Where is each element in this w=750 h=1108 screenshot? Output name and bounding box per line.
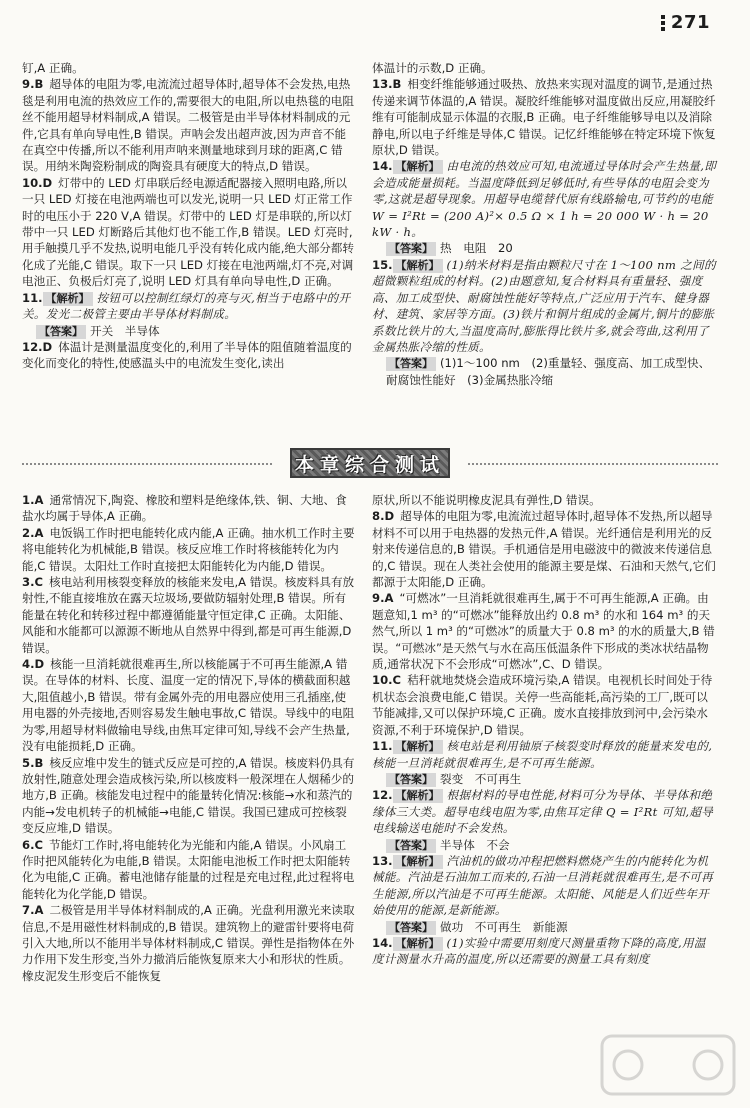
item-number: 1. (22, 493, 35, 507)
item-text: 体温计是测量温度变化的,利用了半导体的阻值随着温度的变化而变化的特性,使感温头中的电流发生变化,读出 (22, 339, 352, 371)
item-text: 秸秆就地焚烧会造成环境污染,A 错误。电视机长时间处于待机状态会浪费电能,C 错误。关停一些高能耗,高污染的工厂,既可以节能减排,又可以保护环境,C 正确。废水直接排放到河中,会污染水资源,不利于环境保护,D 错误。 (372, 673, 713, 737)
item-number: 9. (372, 591, 385, 606)
answer-letter: A (34, 493, 44, 507)
solution-item (372, 257, 717, 355)
continued-text (372, 492, 717, 508)
item-number: 6. (22, 837, 35, 852)
item-number: 4. (22, 657, 35, 672)
item-text: 核反应堆中发生的链式反应是可控的,A 错误。核废料仍具有放射性,随意处理会造成核污染,所以核废料一般深埋在人烟稀少的地方,B 正确。核能发电过程中的能量转化情况:核能→水和蒸汽的内能→发电机转子的机械能→电能,C 错误。我国已建成可控核裂变反应堆,D 错误。 (22, 755, 355, 836)
label-tag: 【答案】 (386, 839, 436, 853)
label-tag: 【答案】 (386, 242, 436, 256)
page-number-text: 271 (670, 12, 710, 33)
lower-right-column (372, 492, 717, 968)
solution-item (22, 290, 357, 323)
label-tag: 【答案】 (386, 921, 436, 935)
label-tag: 【解析】 (393, 789, 443, 803)
item-text: (1)1～100 nm (2)重量轻、强度高、加工成型快、耐腐蚀性能好 (3)金属热胀冷缩 (386, 356, 711, 387)
item-number: 2. (22, 525, 35, 540)
label-tag: 【解析】 (393, 855, 443, 869)
item-text: 热 电阻 20 (440, 241, 513, 256)
item-text: 超导体的电阻为零,电流流过超导体时,超导体不会发热,电热毯是利用电流的热效应工作的,需要很大的电阻,所以电热毯的电阻丝不能用超导材料制成,A 错误。二极管是由半导体材料制成的元件,它具有单向导电性,B 错误。声呐会发出超声波,因为声音不能在真空中传播,所以不能利用声呐来测量地球到月球的距离,C 错误。用纳米陶瓷粉制成的陶瓷具有硬度大的特点,D 错误。 (22, 77, 354, 174)
page-marker-icon (661, 13, 665, 33)
solution-item (22, 837, 357, 903)
solution-item (22, 492, 357, 525)
item-number: 14. (372, 159, 393, 174)
item-text: “可燃冰”一旦消耗就很难再生,属于不可再生能源,A 正确。由题意知,1 m³ 的“可燃冰”能释放出约 0.8 m³ 的水和 164 m³ 的天然气,所以 1 m³ 的“可燃冰”的质量大于 0.8 m³ 的水的质量大,B 错误。“可燃冰”是天然气与水在高压低温条件下形成的类冰状结晶物质,通常状况下不会形成“可燃冰”,C、D 错误。 (372, 591, 715, 672)
solution-item (372, 853, 717, 919)
label-tag: 【答案】 (36, 325, 86, 339)
item-text: 核电站是利用铀原子核裂变时释放的能量来发电的,核能一旦消耗就很难再生,是不可再生能源。 (372, 739, 713, 770)
item-number: 12. (22, 339, 43, 354)
item-number: 13. (372, 77, 393, 92)
item-text: 二极管是用半导体材料制成的,A 正确。光盘利用激光来读取信息,不是用磁性材料制成的,B 错误。建筑物上的避雷针要将电荷引入大地,所以不能用半导体材料制成,C 错误。弹性是指物体在外力作用下发生形变,当外力撤消后能恢复原来大小和形状的性质。橡皮泥发生形变后不能恢复 (22, 903, 355, 983)
answer-line (386, 355, 717, 388)
item-text: (1)实验中需要用刻度尺测量重物下降的高度,用温度计测量水升高的温度,所以还需要的测量工具有刻度 (372, 935, 706, 967)
upper-left-column (22, 60, 357, 372)
section-header (22, 446, 718, 482)
answer-letter: B (34, 77, 44, 92)
item-text: 做功 不可再生 新能源 (440, 919, 568, 934)
divider-right (468, 463, 718, 465)
solution-item (22, 339, 357, 372)
answer-line (386, 837, 717, 853)
item-text: 相变纤维能够通过吸热、放热来实现对温度的调节,是通过热传递来调节体温的,A 错误。凝胶纤维能够对温度做出反应,用凝胶纤维有可能制成显示体温的衣服,B 正确。电子纤维能够导电以及消除静电,所以电子纤维是导体,C 错误。记忆纤维能够在特定环境下恢复原状,D 错误。 (372, 77, 716, 158)
item-text: 原状,所以不能说明橡皮泥具有弹性,D 错误。 (372, 493, 601, 507)
label-tag: 【解析】 (43, 292, 93, 306)
divider-left (22, 463, 272, 465)
item-text: 裂变 不可再生 (440, 771, 522, 786)
answer-letter: D (42, 339, 53, 354)
item-text: 体温计的示数,D 正确。 (372, 61, 493, 75)
item-number: 14. (372, 935, 393, 950)
solution-item (22, 76, 357, 174)
label-tag: 【答案】 (386, 357, 436, 371)
upper-right-column (372, 60, 717, 388)
label-tag: 【解析】 (393, 160, 443, 174)
answer-letter: A (34, 903, 44, 918)
continued-text (372, 60, 717, 76)
item-text: 汽油机的做功冲程把燃料燃烧产生的内能转化为机械能。汽油是石油加工而来的,石油一旦消耗就很难再生,是不可再生能源,所以汽油是不可再生能源。太阳能、风能是人们近些年开始使用的能源,是新能源。 (372, 853, 713, 918)
watermark-logo (598, 1030, 738, 1100)
answer-letter: D (34, 657, 45, 672)
item-number: 11. (372, 739, 393, 754)
item-number: 11. (22, 290, 43, 305)
section-banner (290, 448, 450, 478)
item-number: 10. (22, 175, 43, 190)
answer-letter: A (34, 525, 44, 540)
item-number: 7. (22, 903, 35, 918)
label-tag: 【解析】 (393, 937, 443, 951)
solution-item (22, 574, 357, 656)
solution-item (372, 935, 717, 968)
item-text: 开关 半导体 (90, 323, 160, 338)
answer-letter: C (392, 673, 402, 688)
solution-item (22, 656, 357, 754)
item-text: 核能一旦消耗就很难再生,所以核能属于不可再生能源,A 错误。在导体的材料、长度、温度一定的情况下,导体的横截面积越大,阻值越小,B 错误。带有金属外壳的用电器应使用三孔插座,使用电器的外壳接地,否则容易发生触电事故,C 错误。导线中的电阻为零,用超导材料做输电导线,由焦耳定律可知,导线不会产生热量,没有电能损耗,D 正确。 (22, 657, 355, 754)
answer-letter: B (34, 755, 44, 770)
continued-text (22, 60, 357, 76)
item-number: 3. (22, 575, 35, 590)
item-text: 由电流的热效应可知,电流通过导体时会产生热量,即会造成能量损耗。当温度降低到足够低时,有些导体的电阻会变为零,这就是超导现象。用超导电缆替代原有线路输电,可节约的电能 W = I²Rt = (200 A)²× 0.5 Ω × 1 h = 20 000 W · h = 20 kW · h。 (372, 159, 717, 240)
page-number (661, 12, 710, 33)
item-number: 10. (372, 673, 393, 688)
answer-line (386, 771, 717, 787)
item-number: 13. (372, 853, 393, 868)
item-text: 电饭锅工作时把电能转化成内能,A 正确。抽水机工作时主要将电能转化为机械能,B 错误。核反应堆工作时将核能转化为内能,C 错误。太阳灶工作时直接把太阳能转化为内能,D 错误。 (22, 525, 355, 573)
answer-letter: D (42, 175, 53, 190)
item-text: 核电站利用核裂变释放的核能来发电,A 错误。核废料具有放射性,不能直接堆放在露天垃圾场,要做防辐射处理,B 错误。所有能量在转化和转移过程中都遵循能量守恒定律,C 正确。太阳能、风能和水能都可以源源不断地从自然界中得到,都是可再生能源,D 错误。 (22, 575, 355, 655)
answer-line (386, 240, 717, 256)
solution-item (372, 158, 717, 240)
answer-line (386, 919, 717, 935)
solution-item (22, 755, 357, 837)
item-number: 5. (22, 755, 35, 770)
label-tag: 【解析】 (393, 259, 443, 273)
item-number: 9. (22, 77, 35, 92)
solution-item (22, 175, 357, 290)
item-text: 按钮可以控制红绿灯的亮与灭,相当于电路中的开关。发光二极管主要由半导体材料制成。 (22, 290, 351, 322)
item-number: 12. (372, 788, 393, 803)
item-text: 半导体 不会 (440, 837, 510, 852)
item-number: 15. (372, 257, 393, 272)
answer-letter: B (392, 77, 402, 92)
answer-letter: A (384, 591, 394, 606)
section-title: 本章综合测试 (294, 453, 445, 476)
item-text: 根据材料的导电性能,材料可分为导体、半导体和绝缘体三大类。超导电线电阻为零,由焦耳定律 Q = I²Rt 可知,超导电线输送电能时不会发热。 (372, 788, 714, 836)
solution-item (372, 508, 717, 590)
label-tag: 【解析】 (393, 740, 443, 754)
solution-item (372, 787, 717, 836)
item-text: 节能灯工作时,将电能转化为光能和内能,A 错误。小风扇工作时把风能转化为电能,B 错误。太阳能电池板工作时把太阳能转化为电能,C 正确。蓄电池储存能量的过程是充电过程,此过程将电能转化为化学能,D 错误。 (22, 837, 355, 901)
solution-item (372, 672, 717, 738)
answer-letter: C (34, 575, 43, 590)
solution-item (372, 738, 717, 771)
item-text: 钉,A 正确。 (22, 61, 84, 75)
answer-letter: C (34, 837, 43, 852)
item-number: 8. (372, 509, 385, 524)
answer-letter: D (384, 509, 395, 524)
item-text: 灯带中的 LED 灯串联后经电源适配器接入照明电路,所以一只 LED 灯接在电池两端也可以发光,说明一只 LED 灯正常工作时的电压小于 220 V,A 错误。灯带中的 LED 灯是串联的,所以灯带中一只 LED 灯断路后其他灯也不能工作,B 错误。LED 灯亮时,用手触摸几乎不发热,说明电能几乎没有转化成内能,绝大部分都转化成了光能,C 错误。取下一只 LED 灯接在电池两端,灯不亮,对调电池正、负极后灯亮了,说明 LED 灯具有单向导电性,D 正确。 (22, 175, 354, 289)
solution-item (372, 590, 717, 672)
answer-line (36, 323, 357, 339)
solution-item (372, 76, 717, 158)
lower-left-column (22, 492, 357, 984)
label-tag: 【答案】 (386, 773, 436, 787)
item-text: (1)纳米材料是指由颗粒尺寸在 1～100 nm 之间的超微颗粒组成的材料。(2)由题意知,复合材料具有重量轻、强度高、加工成型快、耐腐蚀性能好等特点,广泛应用于汽车、健身器材、建筑、家居等方面。(3)铁片和铜片组成的金属片,铜片的膨胀系数比铁片的大,当温度高时,膨胀得比铁片多,就会弯曲,这利用了金属热胀冷缩的性质。 (372, 257, 716, 354)
item-text: 超导体的电阻为零,电流流过超导体时,超导体不发热,所以超导材料不可以用于电热器的发热元件,A 错误。光纤通信是利用光的反射来传递信息的,B 错误。手机通信是用电磁波中的微波来传递信息的,C 错误。现在人类社会使用的能源主要是煤、石油和天然气,它们都源于太阳能,D 正确。 (372, 509, 716, 590)
solution-item (22, 525, 357, 574)
item-text: 通常情况下,陶瓷、橡胶和塑料是绝缘体,铁、铜、大地、食盐水均属于导体,A 正确。 (22, 493, 347, 524)
solution-item (22, 902, 357, 984)
